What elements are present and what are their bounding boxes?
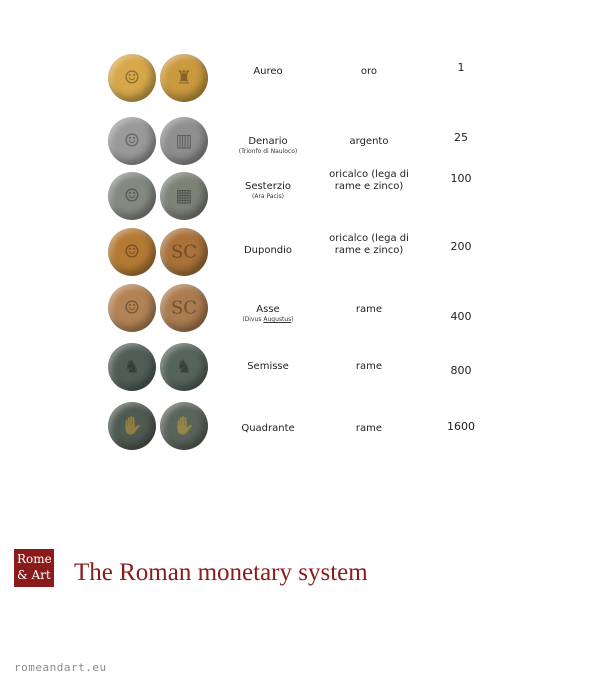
coin-row-sesterzio xyxy=(0,170,600,230)
coin-name-block xyxy=(222,136,314,156)
coin-name: Denario xyxy=(248,136,288,147)
semisse-obverse-image: ♞ xyxy=(108,343,156,391)
asse-obverse-image: ☺ xyxy=(108,284,156,332)
caption-title: The Roman monetary system xyxy=(74,559,368,586)
coin-value: 800 xyxy=(450,364,472,377)
dupondio-obverse-image: ☺ xyxy=(108,228,156,276)
coin-value: 100 xyxy=(450,172,472,185)
coin-note xyxy=(222,316,314,324)
coin-row-semisse xyxy=(0,340,600,400)
coin-note-underlined: Augustus xyxy=(263,316,292,323)
rome-and-art-logo xyxy=(14,549,54,587)
coin-row-quadrante xyxy=(0,398,600,458)
coin-metal: oricalco (lega di rame e zinco) xyxy=(329,169,409,192)
coin-note-suffix: ) xyxy=(291,316,294,323)
sesterzio-reverse-image: ▦ xyxy=(160,172,208,220)
coin-metal: rame xyxy=(355,361,383,372)
coin-name: Semisse xyxy=(247,361,289,372)
site-url: romeandart.eu xyxy=(14,661,107,674)
coin-metal: oricalco (lega di rame e zinco) xyxy=(329,233,409,256)
coin-name: Sesterzio xyxy=(244,181,292,192)
denario-obverse-image: ☺ xyxy=(108,117,156,165)
coin-name: Quadrante xyxy=(241,423,295,434)
coin-metal: oro xyxy=(360,66,378,77)
coin-value: 1 xyxy=(457,61,465,74)
coin-value: 1600 xyxy=(447,420,475,433)
quadrante-reverse-image: ✋ xyxy=(160,402,208,450)
aureo-reverse-image: ♜ xyxy=(160,54,208,102)
asse-reverse-image: SC xyxy=(160,284,208,332)
coin-row-dupondio xyxy=(0,225,600,285)
coin-name-block xyxy=(222,181,314,201)
coin-row-aureo xyxy=(0,50,600,110)
coin-name: Asse xyxy=(256,304,280,315)
denario-reverse-image: ▥ xyxy=(160,117,208,165)
coin-value: 400 xyxy=(450,310,472,323)
coin-row-asse xyxy=(0,280,600,340)
coin-name: Aureo xyxy=(253,66,283,77)
coin-metal: rame xyxy=(355,304,383,315)
logo-line-1: Rome xyxy=(17,552,52,566)
logo-line-2: & Art xyxy=(17,568,51,582)
coin-note: (Ara Pacis) xyxy=(252,193,284,200)
coin-metal: rame xyxy=(355,423,383,434)
dupondio-reverse-image: SC xyxy=(160,228,208,276)
coin-note-prefix: (Divus xyxy=(242,316,264,323)
coin-metal: argento xyxy=(349,136,389,147)
coin-note: (Trionfo di Nauloco) xyxy=(238,148,298,155)
quadrante-obverse-image: ✋ xyxy=(108,402,156,450)
coin-name: Dupondio xyxy=(243,245,293,256)
coin-value: 25 xyxy=(454,131,468,144)
aureo-obverse-image: ☺ xyxy=(108,54,156,102)
coin-value: 200 xyxy=(450,240,472,253)
coin-row-denario xyxy=(0,113,600,173)
semisse-reverse-image: ♞ xyxy=(160,343,208,391)
coin-name-block xyxy=(222,304,314,324)
sesterzio-obverse-image: ☺ xyxy=(108,172,156,220)
